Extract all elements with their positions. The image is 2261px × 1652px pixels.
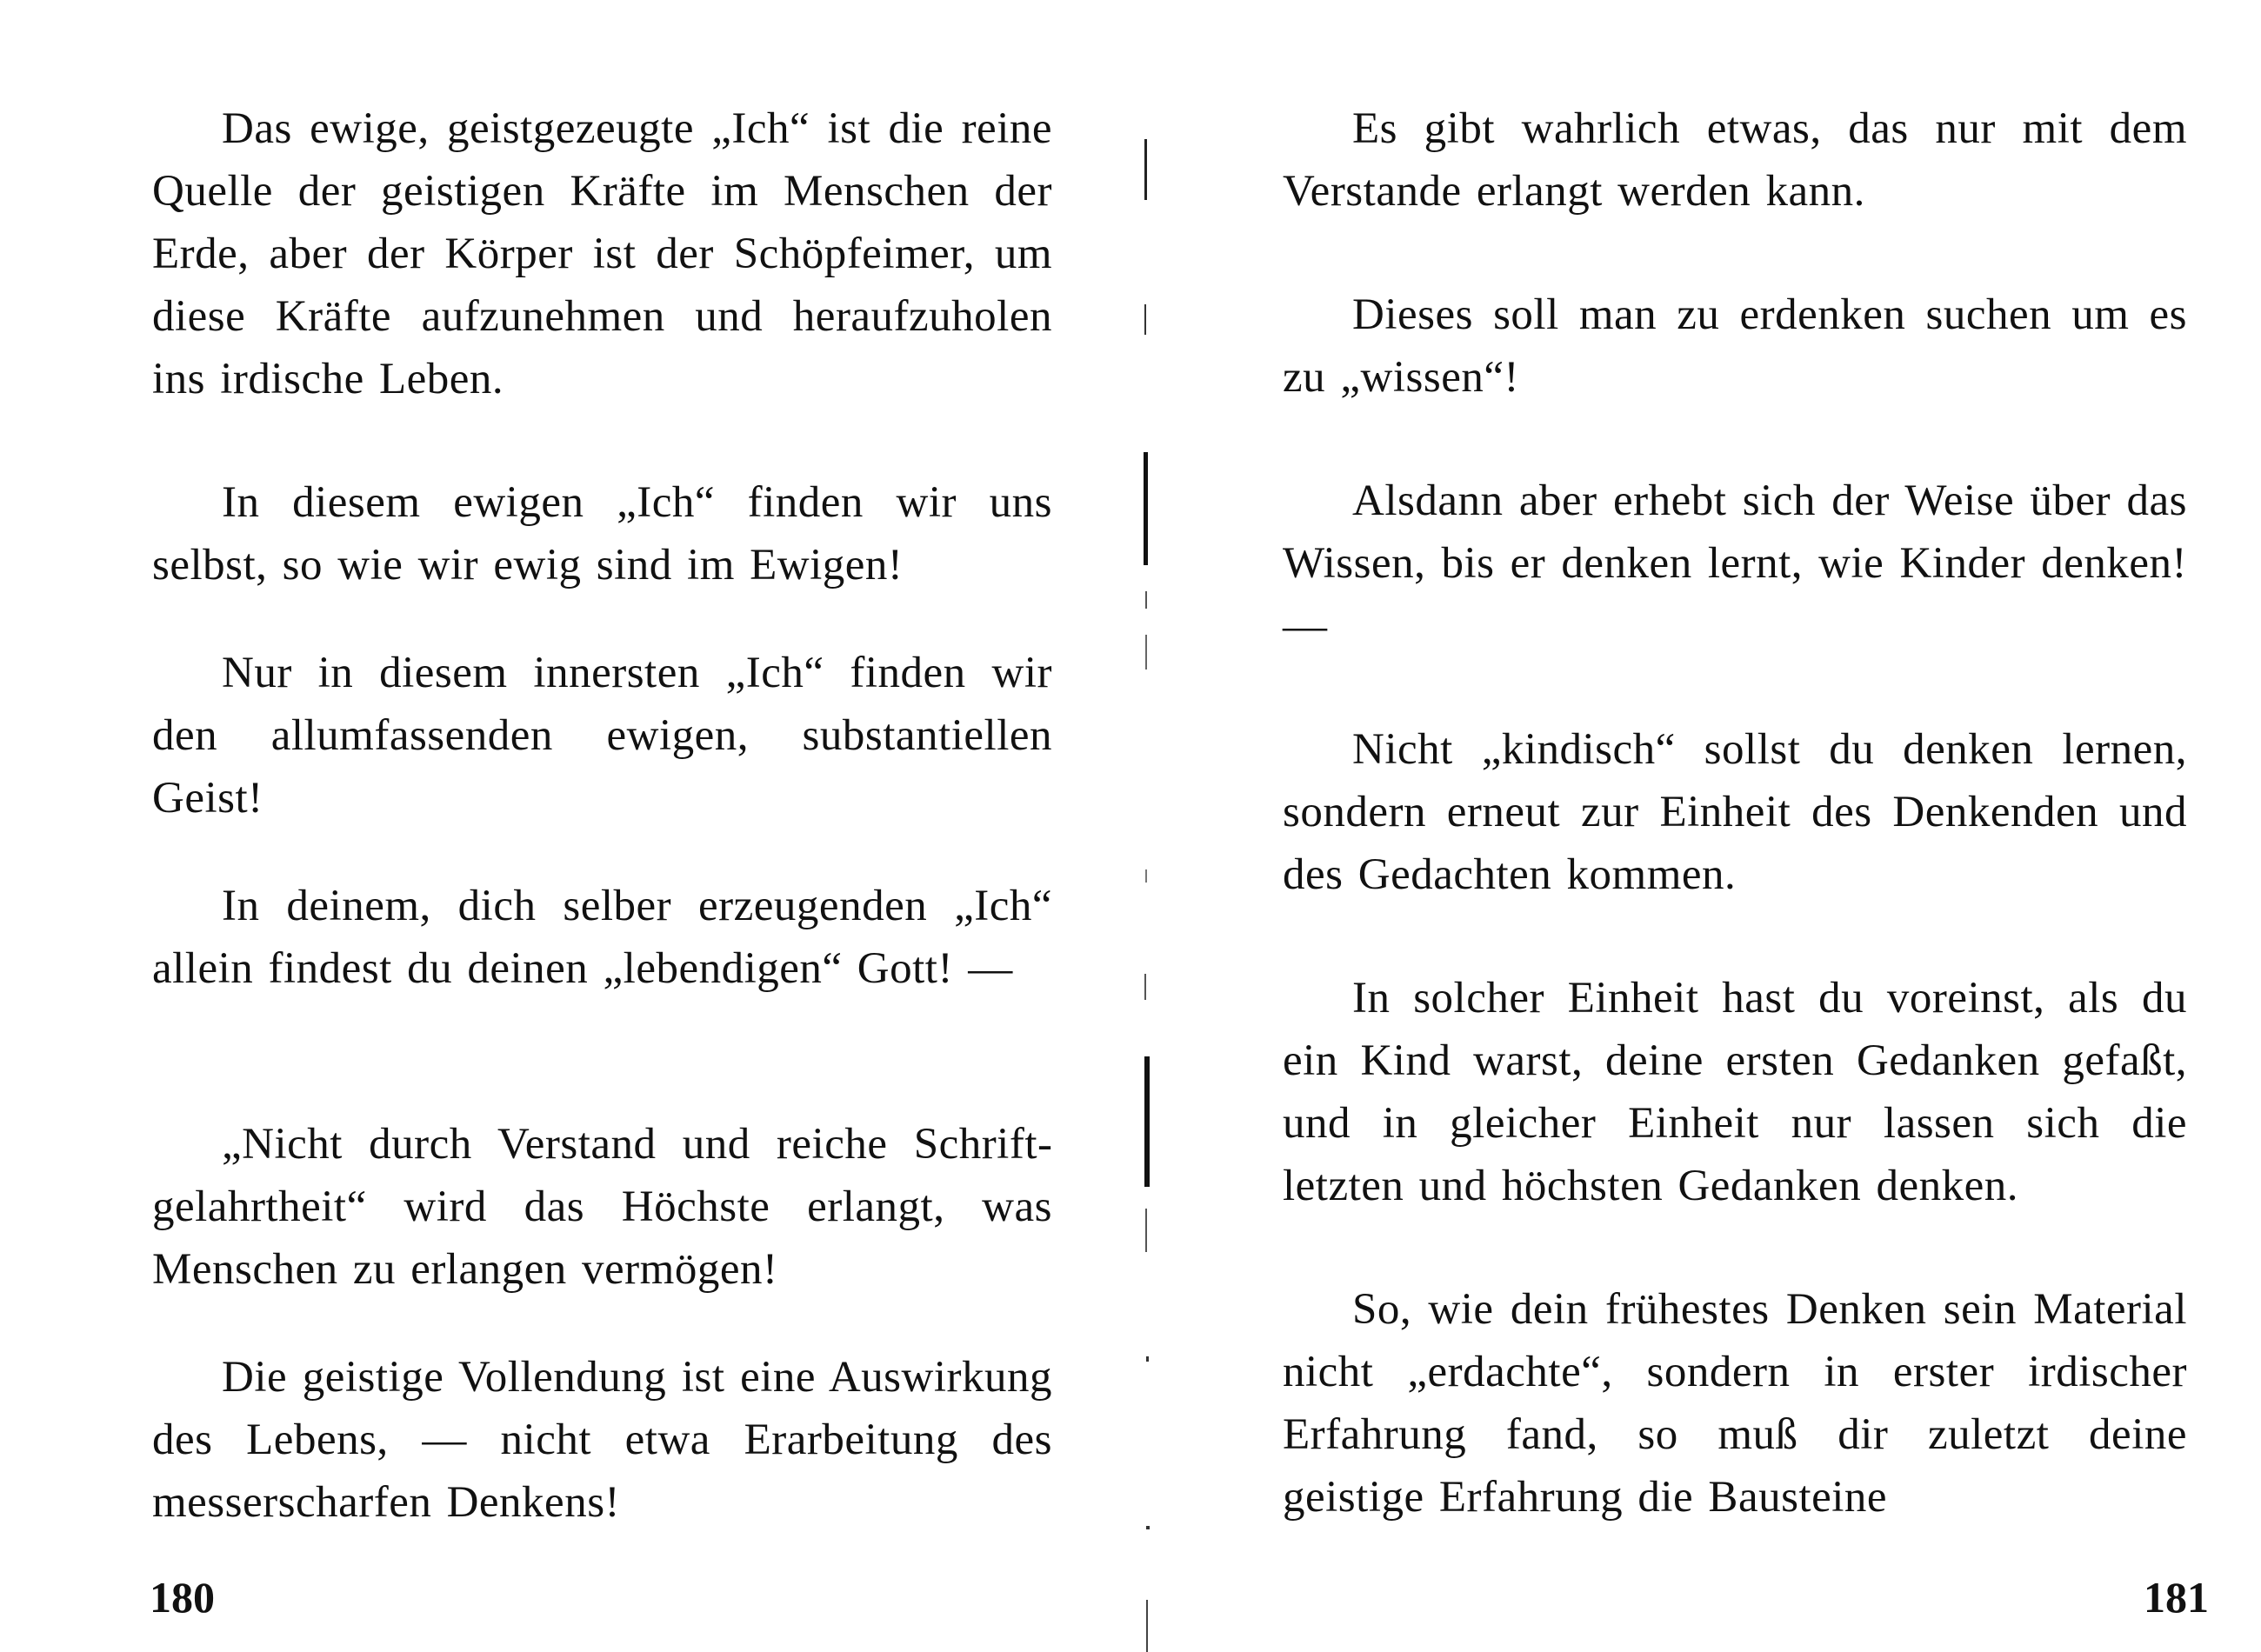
left-page: [0, 0, 1130, 1652]
paragraph: Das ewige, geistgezeugte „Ich“ ist die reine Quelle der geistigen Kräfte im Menschen der Erde, aber der Körper ist der Schöpfeimer, um diese Kräfte aufzunehmen und heraufzuholen ins irdische Leben.: [152, 104, 1052, 403]
paragraph: Alsdann aber erhebt sich der Weise über das Wissen, bis er denken lernt, wie Kinder denken! —: [1283, 476, 2187, 650]
paragraph: So, wie dein frühestes Denken sein Material nicht „erdachte“, sondern in erster irdischer Erfahrung fand, so muß dir zuletzt deine geistige Erfahrung die Bausteine: [1283, 1285, 2187, 1522]
paragraph: Nicht „kindisch“ sollst du denken lernen, sondern erneut zur Einheit des Denkenden und des Gedachten kommen.: [1283, 725, 2187, 899]
paragraph: Dieses soll man zu erdenken suchen um es zu „wissen“!: [1283, 290, 2187, 402]
page-number: 180: [150, 1573, 215, 1622]
left-text-column: [152, 97, 1052, 1534]
paragraph: Die geistige Vollendung ist eine Auswirkung des Lebens, — nicht etwa Erarbeitung des messerscharfen Denkens!: [152, 1353, 1052, 1527]
right-text-column: [1283, 97, 2187, 1529]
paragraph: In solcher Einheit hast du voreinst, als du ein Kind warst, deine ersten Gedanken gefaßt, und in gleicher Einheit nur lassen sich die letzten und höchsten Gedanken denken.: [1283, 974, 2187, 1210]
paragraph: In deinem, dich selber erzeugenden „Ich“ allein findest du deinen „lebendigen“ Gott! —: [152, 882, 1052, 993]
right-page: [1130, 0, 2261, 1652]
paragraph: Es gibt wahrlich etwas, das nur mit dem Verstande erlangt werden kann.: [1283, 104, 2187, 216]
paragraph: „Nicht durch Verstand und reiche Schriftgelahrtheit“ wird das Höchste erlangt, was Menschen zu erlangen vermögen!: [152, 1120, 1052, 1294]
paragraph: In diesem ewigen „Ich“ finden wir uns selbst, so wie wir ewig sind im Ewigen!: [152, 478, 1052, 590]
page-number: 181: [2144, 1573, 2209, 1622]
paragraph: Nur in diesem innersten „Ich“ finden wir den allumfassenden ewigen, substantiellen Geist!: [152, 649, 1052, 823]
